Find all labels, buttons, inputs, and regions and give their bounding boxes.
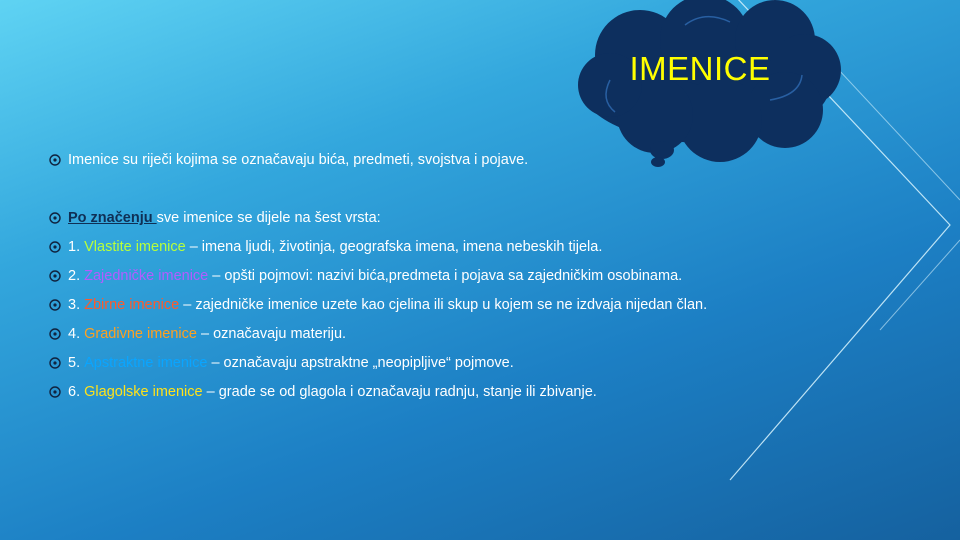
bullet-item-zbirne [48,297,707,313]
item-number: 6. [68,384,81,400]
target-bullet-icon [48,356,62,370]
item-number: 5. [68,355,81,371]
bullet-item-vlastite [48,239,602,255]
desc-gradivne: – označavaju materiju. [200,326,347,342]
target-bullet-icon [48,298,62,312]
term-gradivne: Gradivne imenice [84,326,197,342]
division-rest: sve imenice se dijele na šest vrsta: [156,210,381,226]
term-glagolske: Glagolske imenice [84,384,203,400]
target-bullet-icon [48,211,62,225]
target-bullet-icon [48,269,62,283]
bullet-item-zajednicke [48,268,682,284]
definition-text: Imenice su riječi kojima se označavaju bića, predmeti, svojstva i pojave. [68,152,529,168]
desc-glagolske: – grade se od glagola i označavaju radnju, stanje ili zbivanje. [206,384,597,400]
item-number: 4. [68,326,81,342]
division-lead: Po značenju [68,210,157,226]
target-bullet-icon [48,240,62,254]
bullet-item-definition [48,152,528,168]
term-zbirne: Zbirne imenice [84,297,180,313]
item-number: 2. [68,268,81,284]
term-zajednicke: Zajedničke imenice [84,268,209,284]
desc-zajednicke: – opšti pojmovi: nazivi bića,predmeta i pojava sa zajedničkim osobinama. [212,268,683,284]
target-bullet-icon [48,327,62,341]
item-number: 3. [68,297,81,313]
desc-apstraktne: – označavaju apstraktne „neopipljive“ pojmove. [211,355,514,371]
item-number: 1. [68,239,81,255]
term-vlastite: Vlastite imenice [84,239,186,255]
bullet-item-gradivne [48,326,346,342]
bullet-item-glagolske [48,384,597,400]
bullet-item-apstraktne [48,355,514,371]
term-apstraktne: Apstraktne imenice [84,355,208,371]
desc-vlastite: – imena ljudi, životinja, geografska imena, imena nebeskih tijela. [189,239,603,255]
slide-title: IMENICE [629,50,771,87]
bullet-item-division [48,210,381,226]
target-bullet-icon [48,153,62,167]
desc-zbirne: – zajedničke imenice uzete kao cjelina ili skup u kojem se ne izdvaja nijedan član. [183,297,708,313]
target-bullet-icon [48,385,62,399]
